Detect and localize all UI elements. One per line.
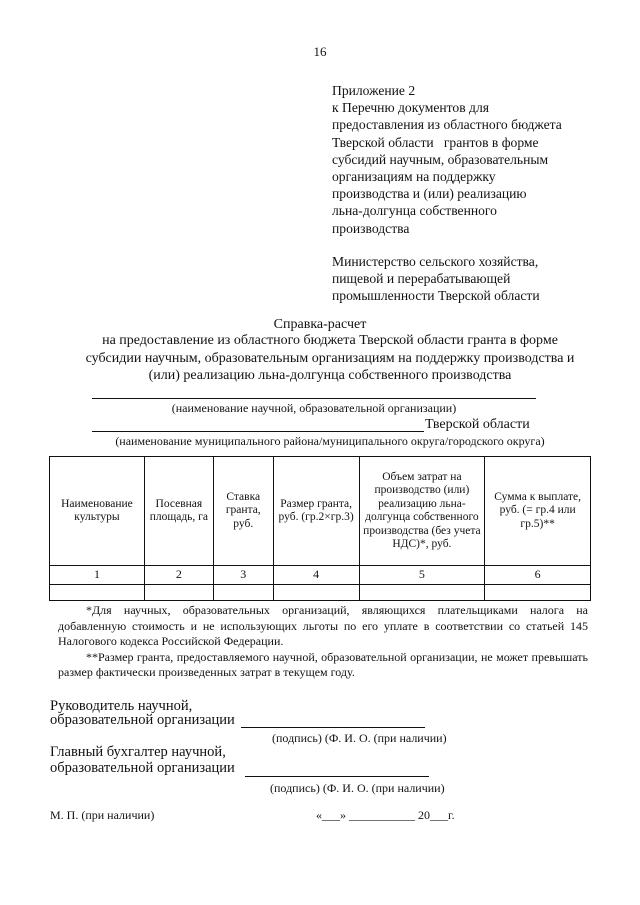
empty-cell[interactable] bbox=[50, 585, 145, 601]
accountant-signature-label-1: Главный бухгалтер научной, bbox=[50, 744, 226, 760]
appendix-line: субсидий научным, образовательным bbox=[332, 151, 549, 167]
appendix-line: к Перечню документов для bbox=[332, 100, 489, 116]
org-name-line bbox=[92, 398, 536, 399]
col-number: 3 bbox=[213, 566, 273, 585]
col-grant-size: Размер гранта, руб. (гр.2×гр.3) bbox=[273, 457, 359, 566]
empty-cell[interactable] bbox=[273, 585, 359, 601]
appendix-line: производства bbox=[332, 220, 410, 236]
region-name-line bbox=[92, 431, 424, 432]
ministry-line: Министерство сельского хозяйства, bbox=[332, 254, 539, 269]
appendix-line: льна-долгунца собственного bbox=[332, 203, 497, 219]
document-title: Справка-расчет bbox=[273, 317, 367, 332]
col-number: 2 bbox=[144, 566, 213, 585]
footnotes bbox=[58, 603, 588, 681]
col-crop-name: Наименование культуры bbox=[50, 457, 145, 566]
subtitle-line: субсидии научным, образовательным организациям на поддержку производства и bbox=[85, 350, 575, 366]
col-costs: Объем затрат на производство (или) реализацию льна-долгунца собственного производства (без учета НДС)*, руб. bbox=[359, 457, 485, 566]
ministry-block bbox=[332, 253, 602, 305]
page-number: 16 bbox=[313, 44, 327, 59]
col-number: 4 bbox=[273, 566, 359, 585]
col-grant-rate: Ставка гранта, руб. bbox=[213, 457, 273, 566]
appendix-line: предоставления из областного бюджета bbox=[332, 117, 562, 133]
head-signature-label-1: Руководитель научной, bbox=[50, 698, 193, 714]
col-sown-area: Посевная площадь, га bbox=[144, 457, 213, 566]
table-header-row bbox=[50, 457, 591, 566]
head-signature-caption: (подпись) (Ф. И. О. (при наличии) bbox=[272, 731, 447, 745]
org-name-caption: (наименование научной, образовательной организации) bbox=[171, 401, 457, 415]
date-field[interactable]: «___» ___________ 20___г. bbox=[316, 808, 455, 822]
empty-cell[interactable] bbox=[485, 585, 591, 601]
table-number-row bbox=[50, 566, 591, 585]
footnote-grant-limit: **Размер гранта, предоставляемого научной, образовательной организации, не может превышать размер фактически произведенных затрат в текущем году. bbox=[58, 649, 588, 679]
ministry-line: пищевой и перерабатывающей bbox=[332, 271, 511, 287]
appendix-block bbox=[332, 82, 602, 237]
appendix-line: Тверской области грантов в форме bbox=[332, 134, 539, 150]
table-empty-row bbox=[50, 585, 591, 601]
accountant-signature-caption: (подпись) (Ф. И. О. (при наличии) bbox=[270, 781, 445, 795]
accountant-signature-label-2: образовательной организации bbox=[50, 760, 235, 776]
empty-cell[interactable] bbox=[359, 585, 485, 601]
col-number: 1 bbox=[50, 566, 145, 585]
document-subtitle bbox=[60, 332, 600, 385]
empty-cell[interactable] bbox=[213, 585, 273, 601]
stamp-label: М. П. (при наличии) bbox=[50, 808, 155, 822]
col-payout: Сумма к выплате, руб. (= гр.4 или гр.5)** bbox=[485, 457, 591, 566]
ministry-line: промышленности Тверской области bbox=[332, 288, 540, 304]
region-suffix: Тверской области bbox=[425, 417, 530, 432]
region-name-caption: (наименование муниципального района/муниципального округа/городского округа) bbox=[115, 434, 545, 448]
accountant-signature-line[interactable] bbox=[245, 776, 429, 777]
footnote-vat: *Для научных, образовательных организаций, являющихся плательщиками налога на добавленную стоимость и не использующих льготы по его уплате в соответствии со статьей 145 Налогового кодекса Российской Федерации. bbox=[58, 603, 588, 648]
subtitle-line: (или) реализацию льна-долгунца собственного производства bbox=[148, 368, 512, 383]
col-number: 5 bbox=[359, 566, 485, 585]
col-number: 6 bbox=[485, 566, 591, 585]
subtitle-line: на предоставление из областного бюджета Тверской области гранта в форме bbox=[102, 333, 558, 348]
head-signature-line[interactable] bbox=[241, 727, 425, 728]
head-signature-label-2: образовательной организации bbox=[50, 712, 235, 728]
appendix-line: организациям на поддержку bbox=[332, 169, 496, 185]
empty-cell[interactable] bbox=[144, 585, 213, 601]
grant-calculation-table bbox=[49, 456, 591, 601]
appendix-line: производства и (или) реализацию bbox=[332, 186, 527, 202]
appendix-line: Приложение 2 bbox=[332, 83, 416, 98]
